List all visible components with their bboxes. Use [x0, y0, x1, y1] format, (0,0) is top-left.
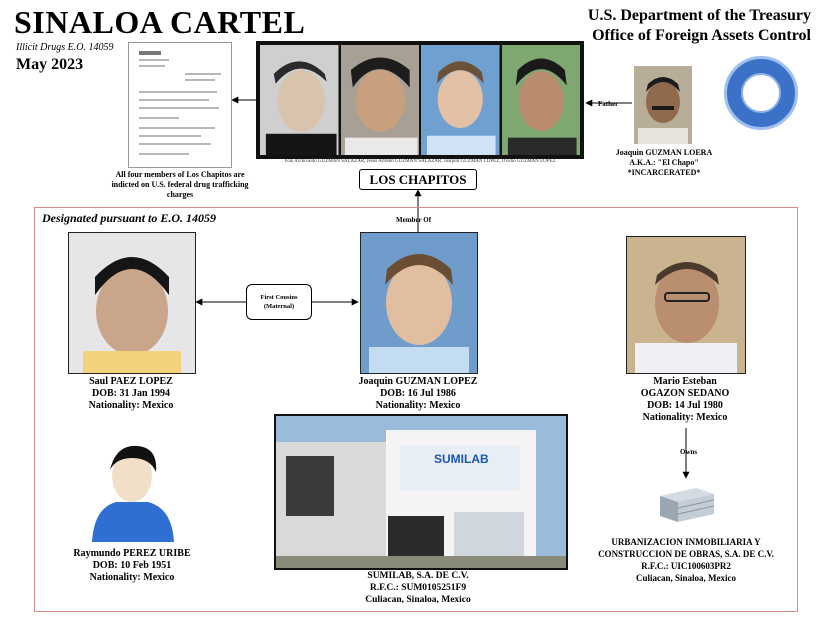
treasury-seal-icon: [724, 56, 798, 130]
chapito-photo-4: [502, 45, 581, 155]
building-stack-icon: [656, 484, 718, 524]
executive-order-subtitle: Illicit Drugs E.O. 14059: [16, 42, 114, 53]
cousins-line-1: First Cousins: [260, 294, 298, 301]
designated-label: Designated pursuant to E.O. 14059: [42, 211, 217, 225]
el-chapo-photo: [634, 66, 692, 144]
agency-line-2: Office of Foreign Assets Control: [592, 27, 811, 44]
raymundo-name: Raymundo PEREZ URIBE: [73, 548, 191, 559]
urbanizacion-name-line-2: CONSTRUCCION DE OBRAS, S.A. DE C.V.: [598, 549, 774, 559]
father-relation-label: Father: [598, 100, 619, 108]
saul-name: Saul PAEZ LOPEZ: [89, 376, 173, 387]
urbanizacion-location: Culiacan, Sinaloa, Mexico: [635, 573, 736, 583]
agency-line-1: U.S. Department of the Treasury: [587, 7, 811, 24]
el-chapo-name: Joaquin GUZMAN LOERA: [615, 148, 713, 157]
urbanizacion-info: [576, 536, 796, 584]
chapito-photo-2: [341, 45, 420, 155]
person-silhouette-icon: [86, 436, 178, 542]
raymundo-dob: DOB: 10 Feb 1951: [92, 560, 172, 571]
sumilab-sign: SUMILAB: [434, 452, 489, 466]
indictment-document-thumbnail: [128, 42, 232, 168]
mario-info: [610, 376, 760, 424]
sumilab-rfc: R.F.C.: SUM0105251F9: [369, 583, 467, 593]
page-title: SINALOA CARTEL: [14, 4, 306, 40]
sumilab-location: Culiacan, Sinaloa, Mexico: [365, 595, 471, 605]
mario-name-line-2: OGAZON SEDANO: [640, 388, 730, 399]
joaquin-nationality: Nationality: Mexico: [375, 400, 461, 411]
first-cousins-label: [246, 284, 312, 320]
owns-label: Owns: [680, 448, 698, 456]
mario-ogazon-sedano-photo: [626, 236, 746, 374]
urbanizacion-rfc: R.F.C.: UIC100603PR2: [641, 561, 731, 571]
el-chapo-info: [608, 148, 720, 178]
urbanizacion-name-line-1: URBANIZACION INMOBILIARIA Y: [611, 537, 761, 547]
chapito-photo-3: [421, 45, 500, 155]
indictment-caption: All four members of Los Chapitos are indicted on U.S. federal drug trafficking charges: [111, 170, 249, 199]
raymundo-nationality: Nationality: Mexico: [89, 572, 175, 583]
mario-nationality: Nationality: Mexico: [642, 412, 728, 423]
el-chapo-aka: A.K.A.: "El Chapo": [629, 158, 699, 167]
seal-center: [741, 73, 781, 113]
member-of-label: Member Of: [396, 216, 432, 224]
report-date: May 2023: [16, 56, 84, 73]
el-chapo-status: *INCARCERATED*: [627, 168, 701, 177]
sumilab-name: SUMILAB, S.A. DE C.V.: [367, 571, 469, 581]
los-chapitos-label: LOS CHAPITOS: [359, 169, 477, 190]
mario-dob: DOB: 14 Jul 1980: [647, 400, 723, 411]
joaquin-guzman-lopez-photo: [360, 232, 478, 374]
mario-name-line-1: Mario Esteban: [653, 376, 717, 387]
chapito-photo-1: [260, 45, 339, 155]
saul-paez-lopez-photo: [68, 232, 196, 374]
saul-nationality: Nationality: Mexico: [88, 400, 174, 411]
joaquin-name: Joaquin GUZMAN LOPEZ: [358, 376, 478, 387]
saul-info: [56, 376, 206, 412]
los-chapitos-photo-strip: [256, 41, 584, 159]
sumilab-building-photo: [274, 414, 568, 570]
raymundo-info: [56, 548, 208, 584]
saul-dob: DOB: 31 Jan 1994: [91, 388, 171, 399]
agency-name: [588, 6, 811, 46]
cousins-line-2: (Maternal): [263, 303, 295, 310]
photo-strip-caption: Ivan Archivaldo GUZMAN SALAZAR, Jesus Alfredo GUZMAN SALAZAR, Joaquin GUZMAN LOPEZ, Ovidio GUZMAN LOPEZ: [284, 159, 556, 164]
joaquin-info: [340, 376, 496, 412]
joaquin-dob: DOB: 16 Jul 1986: [380, 388, 456, 399]
sumilab-info: [300, 570, 536, 606]
